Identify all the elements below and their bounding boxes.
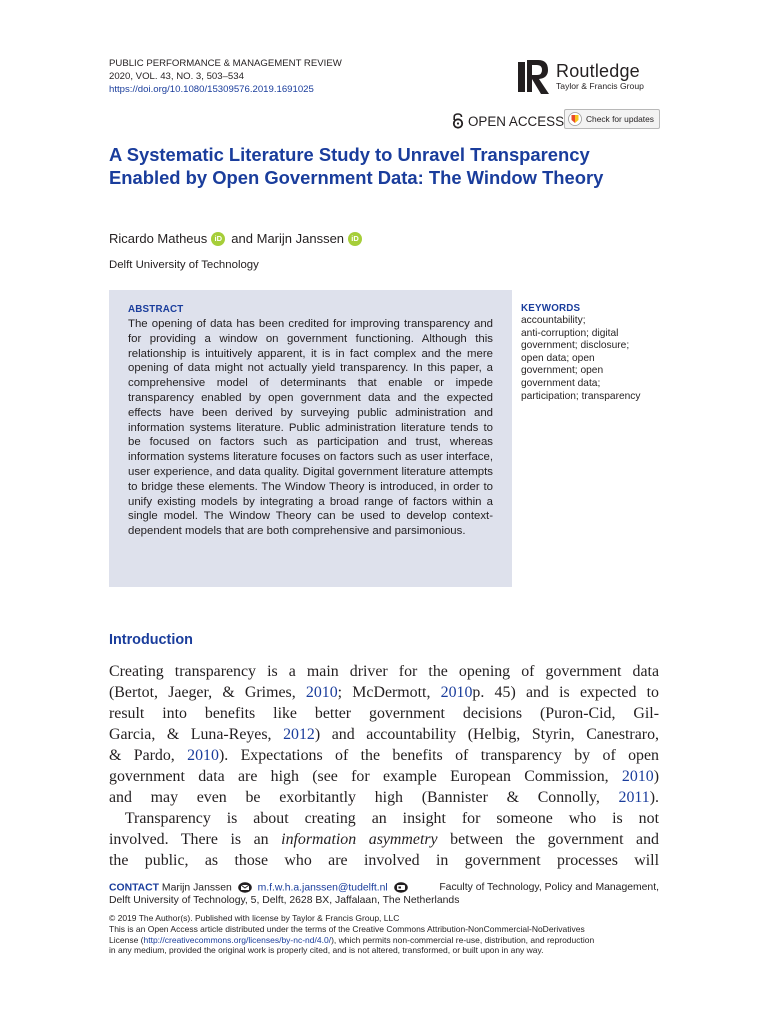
orcid-icon[interactable]: iD: [348, 232, 362, 246]
author-list: [109, 231, 368, 246]
body-text-line: [109, 808, 659, 829]
text-run: involved. There is an: [109, 831, 282, 848]
body-text-line: [109, 787, 659, 808]
routledge-logo-icon: [518, 56, 550, 96]
orcid-icon[interactable]: iD: [211, 232, 225, 246]
contact-email-link[interactable]: m.f.w.h.a.janssen@tudelft.nl: [257, 882, 388, 894]
contact-label: CONTACT: [109, 882, 160, 894]
crossmark-icon: [568, 112, 582, 126]
emphasized-term: information asymmetry: [281, 831, 438, 848]
keyword-line: open data; open: [521, 352, 595, 364]
open-access-badge: [452, 113, 564, 129]
affiliation: Delft University of Technology: [109, 259, 259, 271]
doi-link[interactable]: https://doi.org/10.1080/15309576.2019.1691025: [109, 83, 314, 95]
text-run: Transparency is about creating an insight for someone who is not: [109, 810, 659, 827]
keyword-line: accountability;: [521, 315, 586, 326]
body-text-line: [109, 745, 659, 766]
keyword-line: participation; transparency: [521, 390, 641, 402]
license-line: License (: [109, 934, 144, 945]
citation-year-link[interactable]: 2010: [440, 684, 473, 701]
license-line: in any medium, provided the original work is properly cited, and is not altered, transformed, or built upon in any way.: [109, 945, 544, 956]
article-title: A Systematic Literature Study to Unravel Transparency Enabled by Open Government Data: The Window Theory: [109, 144, 604, 188]
citation-year-link[interactable]: 2010: [305, 684, 338, 701]
text-run: the public, as those who are involved in government processes will: [109, 852, 659, 869]
keywords-list: [521, 315, 656, 403]
contact-address-part2: Delft University of Technology, 5, Delft, 2628 BX, Jaffalaan, The Netherlands: [109, 895, 460, 907]
copyright-line: © 2019 The Author(s). Published with license by Taylor & Francis Group, LLC: [109, 913, 400, 923]
keywords-heading: KEYWORDS: [521, 303, 581, 314]
contact-address-part1: Faculty of Technology, Policy and Management,: [439, 882, 659, 894]
text-run: ; McDermott,: [337, 684, 441, 701]
email-icon: [238, 882, 252, 893]
contact-name: Marijn Janssen: [161, 882, 232, 894]
text-run: & Pardo,: [109, 747, 188, 764]
contact-info: [109, 882, 659, 908]
text-run: result into benefits like better government decisions (Puron-Cid, Gil-: [109, 705, 659, 722]
body-text-line: [109, 724, 659, 745]
journal-volume: 2020, VOL. 43, NO. 3, 503–534: [109, 70, 244, 82]
license-line: ), which permits non-commercial re-use, distribution, and reproduction: [331, 934, 595, 945]
check-for-updates-button[interactable]: [564, 109, 660, 129]
text-run: Garcia, & Luna-Reyes,: [109, 726, 284, 743]
abstract-heading: ABSTRACT: [128, 304, 184, 315]
open-lock-icon: [452, 113, 464, 129]
text-run: between the government and: [437, 831, 659, 848]
text-run: ) and accountability (Helbig, Styrin, Canestraro,: [314, 726, 659, 743]
address-icon: [394, 882, 408, 893]
body-text-line: [109, 703, 659, 724]
abstract-text: The opening of data has been credited for improving transparency and for providing a window on government functioning. Although this relationship is intuitively apparent, it is in fact complex and the mere opening of data might not actually yield transparency. In this paper, a comprehensive model of determinants that enable or impede transparency enabled by open government data and the expected effects have been derived by surveying public administration and information systems literature. Public administration literature tends to be focused on factors such as participation and trust, whereas information systems literature focuses on factors such as user interface, user experience, and data quality. Digital government literature attempts to bridge these elements. The Window Theory is introduced, in order to unify existing models by integrating a broad range of factors within a single model. The Window Theory can be used to develop context-dependent models that are both comprehensive and parsimonious.: [128, 318, 493, 538]
text-run: ). Expectations of the benefits of transparency by of open: [218, 747, 659, 764]
text-run: (Bertot, Jaeger, & Grimes,: [109, 684, 306, 701]
keywords-panel: [521, 303, 656, 403]
citation-year-link[interactable]: 2010: [187, 747, 219, 764]
text-run: Creating transparency is a main driver for the opening of government data: [109, 663, 659, 680]
body-text-line: [109, 829, 659, 850]
journal-header: [109, 58, 342, 96]
body-text-line: [109, 661, 659, 682]
publisher-logo[interactable]: [518, 56, 644, 96]
abstract-box: [109, 290, 512, 587]
check-for-updates-label: Check for updates: [586, 114, 654, 124]
text-run: and may even be exorbitantly high (Bannister & Connolly,: [109, 789, 619, 806]
text-run: p. 45) and is expected to: [472, 684, 659, 701]
author-name[interactable]: Ricardo Matheus: [109, 231, 208, 246]
text-run: ): [653, 768, 659, 785]
section-heading-introduction: Introduction: [109, 632, 193, 648]
body-text-line: [109, 850, 659, 871]
license-url-link[interactable]: http://creativecommons.org/licenses/by-nc-nd/4.0/: [143, 934, 332, 945]
open-access-label: OPEN ACCESS: [468, 113, 564, 129]
citation-year-link[interactable]: 2010: [621, 768, 654, 785]
citation-year-link[interactable]: 2012: [283, 726, 315, 743]
keyword-line: government; disclosure;: [521, 340, 630, 352]
author-conjunction: and: [231, 231, 253, 246]
publisher-subtitle: Taylor & Francis Group: [556, 81, 644, 91]
journal-name: PUBLIC PERFORMANCE & MANAGEMENT REVIEW: [109, 58, 342, 69]
text-run: government data are high (see for example European Commission,: [109, 768, 622, 785]
license-line: This is an Open Access article distributed under the terms of the Creative Commons Attribution-NonCommercial-NoDerivatives: [109, 923, 585, 934]
author-name[interactable]: Marijn Janssen: [256, 231, 345, 246]
keyword-line: government data;: [521, 377, 601, 389]
text-run: ).: [649, 789, 659, 806]
publisher-name: Routledge: [556, 61, 640, 81]
body-text-line: [109, 682, 659, 703]
body-text-line: [109, 766, 659, 787]
license-notice: [109, 913, 659, 956]
keyword-line: anti-corruption; digital: [521, 327, 619, 339]
citation-year-link[interactable]: 2011: [618, 789, 650, 806]
keyword-line: government; open: [521, 365, 604, 377]
